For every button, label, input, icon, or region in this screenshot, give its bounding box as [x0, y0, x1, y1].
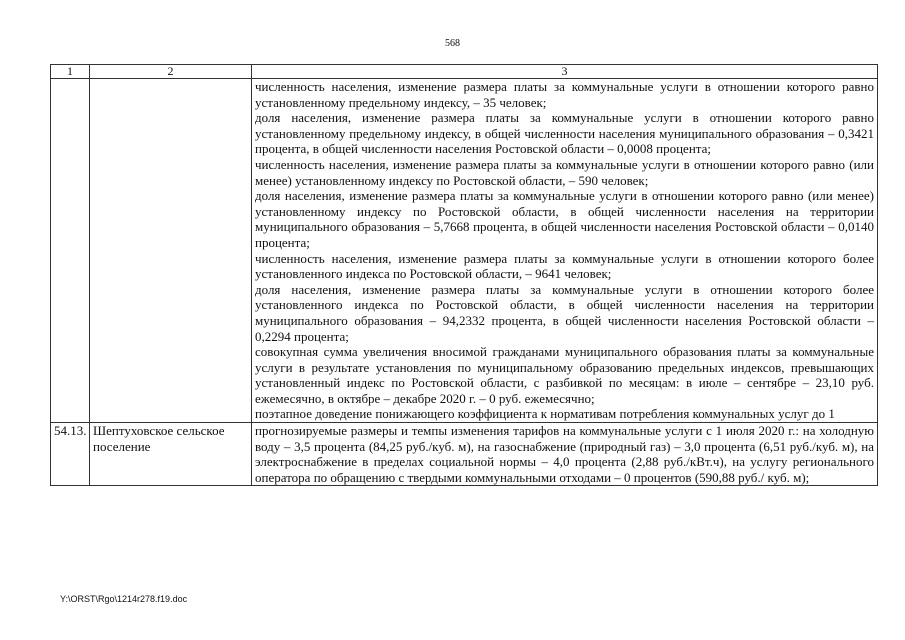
paragraph: доля населения, изменение размера платы за коммунальные услуги в отношении которого равно (или менее) установленному индексу по Ростовской области, в общей численности населения на территории муниципального образования – 5,7668 процента, в общей численности населения Ростовской области – 0,0140 процента;	[255, 188, 874, 250]
header-row	[51, 65, 878, 79]
paragraph: поэтапное доведение понижающего коэффициента к нормативам потребления коммунальных услуг до 1	[255, 406, 835, 422]
row-number	[51, 79, 90, 423]
municipality-name: Шептуховское сельское поселение	[90, 423, 252, 486]
paragraph: совокупная сумма увеличения вносимой гражданами муниципального образования платы за коммунальные услуги в результате установления по муниципальному образованию предельных индексов, превышающих установленный индекс по Ростовской области, с разбивкой по месяцам: в июле – сентябре – 23,10 руб. ежемесячно, в октябре – декабре 2020 г. – 0 руб. ежемесячно;	[255, 344, 874, 406]
row-text	[252, 79, 878, 423]
file-path-footer: Y:\ORST\Rgo\1214r278.f19.doc	[60, 594, 188, 604]
content-table	[50, 64, 878, 486]
paragraph: численность населения, изменение размера платы за коммунальные услуги в отношении которого равно (или менее) установленному индексу по Ростовской области, – 590 человек;	[255, 156, 874, 188]
row-number: 54.13.	[51, 423, 90, 486]
header-col-3: 3	[252, 65, 878, 79]
paragraph: доля населения, изменение размера платы за коммунальные услуги в отношении которого равно установленному предельному индексу, в общей численности населения муниципального образования – 0,3421 процента, в общей численности населения Ростовской области – 0,0008 процента;	[255, 110, 874, 157]
header-col-1: 1	[51, 65, 90, 79]
page-number: 568	[445, 38, 460, 49]
paragraph: численность населения, изменение размера платы за коммунальные услуги в отношении которого равно установленному предельному индексу, – 35 человек;	[255, 79, 874, 110]
municipality-name	[90, 79, 252, 423]
header-col-2: 2	[90, 65, 252, 79]
table-row	[51, 79, 878, 423]
table-row	[51, 423, 878, 486]
row-text	[252, 423, 878, 486]
paragraph: доля населения, изменение размера платы за коммунальные услуги в отношении которого более установленного индекса по Ростовской области, в общей численности населения на территории муниципального образования – 94,2332 процента, в общей численности населения Ростовской области – 0,2294 процента;	[255, 281, 874, 344]
paragraph: прогнозируемые размеры и темпы изменения тарифов на коммунальные услуги с 1 июля 2020 г.: на холодную воду – 3,5 процента (84,25 руб./куб. м), на газоснабжение (природный газ) – 3,0 процента (6,51 руб./куб. м), на электроснабжение в пределах социальной нормы – 4,0 процента (2,88 руб./кВт.ч), на услугу регионального оператора по обращению с твердыми коммунальными отходами – 0 процентов (590,88 руб./ куб. м);	[255, 423, 874, 485]
paragraph: численность населения, изменение размера платы за коммунальные услуги в отношении которого более установленного индекса по Ростовской области, – 9641 человек;	[255, 250, 874, 282]
